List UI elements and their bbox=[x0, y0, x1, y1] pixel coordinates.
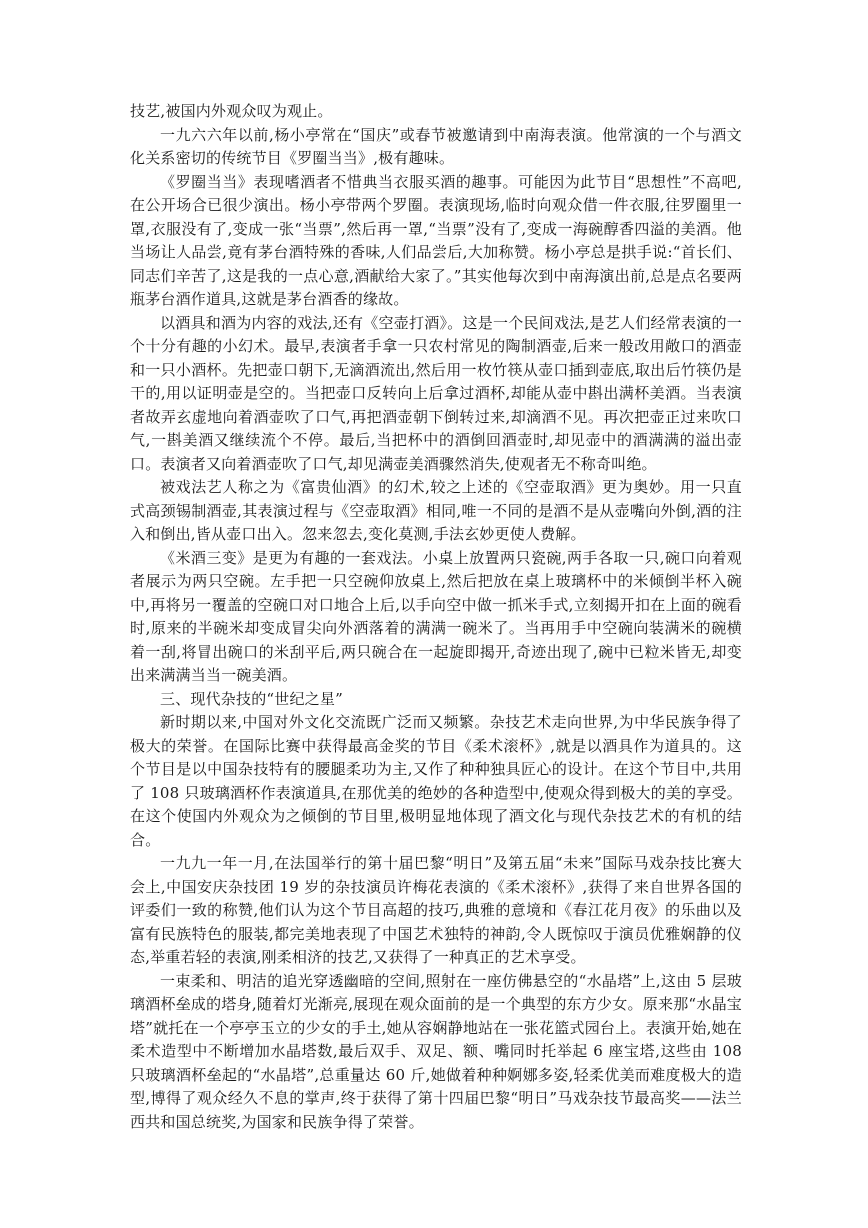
paragraph: 一九六六年以前,杨小亭常在“国庆”或春节被邀请到中南海表演。他常演的一个与酒文化关系密切的传统节目《罗圈当当》,极有趣味。 bbox=[130, 125, 742, 167]
paragraph: 《米酒三变》是更为有趣的一套戏法。小桌上放置两只瓷碗,两手各取一只,碗口向着观者展示为两只空碗。左手把一只空碗仰放桌上,然后把放在桌上玻璃杯中的米倾倒半杯入碗中,再将另一覆盖的空碗口对口地合上后,以手向空中做一抓米手式,立刻揭开扣在上面的碗看时,原来的半碗米却变成冒尖向外洒落着的满满一碗米了。当再用手中空碗向装满米的碗横着一刮,将冒出碗口的米刮平后,两只碗合在一起旋即揭开,奇迹出现了,碗中已粒米皆无,却变出来满满当当一碗美酒。 bbox=[130, 548, 742, 684]
paragraph: 一束柔和、明洁的追光穿透幽暗的空间,照射在一座仿佛悬空的“水晶塔”上,这由 5 层玻璃酒杯垒成的塔身,随着灯光渐亮,展现在观众面前的是一个典型的东方少女。原来那“水晶宝塔”就托在一个亭亭玉立的少女的手土,她从容娴静地站在一张花篮式园台上。表演开始,她在柔术造型中不断增加水晶塔数,最后双手、双足、额、嘴同时托举起 6 座宝塔,这些由 108 只玻璃酒杯垒起的“水晶塔”,总重量达 60 斤,她做着种种婀娜多姿,轻柔优美而难度极大的造型,博得了观众经久不息的掌声,终于获得了第十四届巴黎“明日”马戏杂技节最高奖——法兰西共和国总统奖,为国家和民族争得了荣誉。 bbox=[130, 971, 742, 1131]
paragraph: 以酒具和酒为内容的戏法,还有《空壶打酒》。这是一个民间戏法,是艺人们经常表演的一个十分有趣的小幻术。最早,表演者手拿一只农村常见的陶制酒壶,后来一般改用敞口的酒壶和一只小酒杯。先把壶口朝下,无滴酒流出,然后用一枚竹筷从壶口插到壶底,取出后竹筷仍是干的,用以证明壶是空的。当把壶口反转向上后拿过酒杯,却能从壶中斟出满杯美酒。当表演者故弄玄虚地向着酒壶吹了口气,再把酒壶朝下倒转过来,却滴酒不见。再次把壶正过来吹口气,一斟美酒又继续流个不停。最后,当把杯中的酒倒回酒壶时,却见壶中的酒满满的溢出壶口。表演者又向着酒壶吹了口气,却见满壶美酒骤然消失,使观者无不称奇叫绝。 bbox=[130, 313, 742, 473]
paragraph: 一九九一年一月,在法国举行的第十届巴黎“明日”及第五届“未来”国际马戏杂技比赛大会上,中国安庆杂技团 19 岁的杂技演员许梅花表演的《柔术滚杯》,获得了来自世界各国的评委们一致的称赞,他们认为这个节目高超的技巧,典雅的意境和《春江花月夜》的乐曲以及富有民族特色的服装,都完美地表现了中国艺术独特的神韵,令人既惊叹于演员优雅娴静的仪态,举重若轻的表演,刚柔相济的技艺,又获得了一种真正的艺术享受。 bbox=[130, 854, 742, 966]
document-page bbox=[130, 100, 742, 1134]
paragraph: 技艺,被国内外观众叹为观止。 bbox=[130, 102, 333, 120]
paragraph: 被戏法艺人称之为《富贵仙酒》的幻术,较之上述的《空壶取酒》更为奥妙。用一只直式高颈锡制酒壶,其表演过程与《空壶取酒》相同,唯一不同的是酒不是从壶嘴向外倒,酒的注入和倒出,皆从壶口出入。忽来忽去,变化莫测,手法玄妙更使人费解。 bbox=[130, 478, 742, 543]
paragraph: 新时期以来,中国对外文化交流既广泛而又频繁。杂技艺术走向世界,为中华民族争得了极大的荣誉。在国际比赛中获得最高金奖的节目《柔术滚杯》,就是以酒具作为道具的。这个节目是以中国杂技特有的腰腿柔功为主,又作了种种独具匠心的设计。在这个节目中,共用了 108 只玻璃酒杯作表演道具,在那优美的绝妙的各种造型中,使观众得到极大的美的享受。在这个使国内外观众为之倾倒的节目里,极明显地体现了酒文化与现代杂技艺术的有机的结合。 bbox=[130, 713, 742, 849]
paragraph: 《罗圈当当》表现嗜酒者不惜典当衣服买酒的趣事。可能因为此节目“思想性”不高吧,在公开场合已很少演出。杨小亭带两个罗圈。表演现场,临时向观众借一件衣服,往罗圈里一罩,衣服没有了,变成一张“当票”,然后再一罩,“当票”没有了,变成一海碗醇香四溢的美酒。他当场让人品尝,竟有茅台酒特殊的香味,人们品尝后,大加称赞。杨小亭总是拱手说:“首长们、同志们辛苦了,这是我的一点心意,酒献给大家了。”其实他每次到中南海演出前,总是点名要两瓶茅台酒作道具,这就是茅台酒香的缘故。 bbox=[130, 172, 742, 308]
section-heading: 三、现代杂技的“世纪之星” bbox=[160, 689, 343, 708]
